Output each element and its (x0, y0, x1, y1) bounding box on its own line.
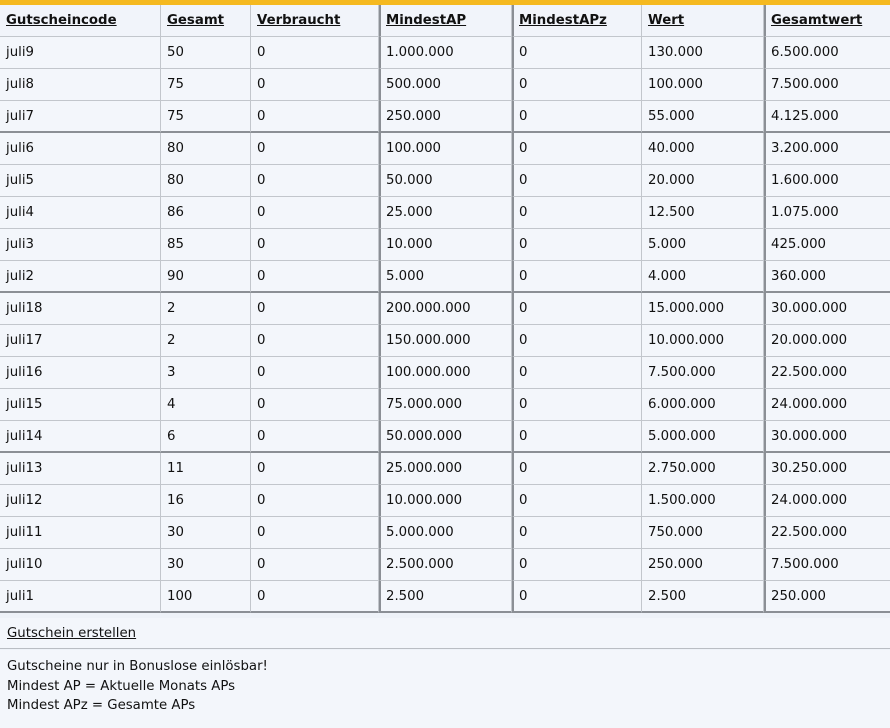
cell-verbraucht: 0 (251, 133, 379, 165)
cell-verbraucht: 0 (251, 581, 379, 613)
cell-mindestap: 200.000.000 (379, 293, 512, 325)
cell-gesamt: 100 (161, 581, 251, 613)
cell-code: juli9 (0, 37, 161, 69)
cell-mindestap: 25.000.000 (379, 453, 512, 485)
cell-mindestap: 10.000 (379, 229, 512, 261)
cell-gesamtwert: 7.500.000 (764, 549, 890, 581)
cell-code: juli6 (0, 133, 161, 165)
cell-mindestapz: 0 (512, 581, 642, 613)
cell-mindestapz: 0 (512, 357, 642, 389)
cell-mindestap: 500.000 (379, 69, 512, 101)
cell-verbraucht: 0 (251, 549, 379, 581)
cell-mindestapz: 0 (512, 69, 642, 101)
cell-gesamtwert: 4.125.000 (764, 101, 890, 133)
cell-gesamt: 75 (161, 69, 251, 101)
cell-gesamt: 3 (161, 357, 251, 389)
cell-mindestapz: 0 (512, 37, 642, 69)
cell-mindestap: 10.000.000 (379, 485, 512, 517)
cell-verbraucht: 0 (251, 197, 379, 229)
cell-wert: 5.000.000 (642, 421, 764, 453)
cell-gesamt: 80 (161, 133, 251, 165)
cell-mindestapz: 0 (512, 389, 642, 421)
cell-mindestap: 50.000.000 (379, 421, 512, 453)
cell-code: juli17 (0, 325, 161, 357)
cell-gesamtwert: 7.500.000 (764, 69, 890, 101)
cell-wert: 7.500.000 (642, 357, 764, 389)
cell-mindestap: 100.000 (379, 133, 512, 165)
cell-mindestap: 100.000.000 (379, 357, 512, 389)
voucher-table (0, 5, 890, 613)
cell-mindestap: 2.500.000 (379, 549, 512, 581)
create-voucher-link[interactable]: Gutschein erstellen (7, 625, 137, 641)
cell-mindestapz: 0 (512, 325, 642, 357)
cell-gesamtwert: 30.000.000 (764, 293, 890, 325)
cell-code: juli5 (0, 165, 161, 197)
cell-gesamtwert: 30.000.000 (764, 421, 890, 453)
column-header-verbraucht[interactable]: Verbraucht (251, 5, 379, 37)
cell-mindestapz: 0 (512, 549, 642, 581)
cell-mindestapz: 0 (512, 197, 642, 229)
cell-gesamt: 80 (161, 165, 251, 197)
cell-wert: 250.000 (642, 549, 764, 581)
cell-wert: 15.000.000 (642, 293, 764, 325)
cell-verbraucht: 0 (251, 357, 379, 389)
cell-verbraucht: 0 (251, 293, 379, 325)
cell-wert: 2.750.000 (642, 453, 764, 485)
cell-code: juli4 (0, 197, 161, 229)
cell-mindestapz: 0 (512, 229, 642, 261)
cell-gesamt: 2 (161, 325, 251, 357)
cell-gesamtwert: 22.500.000 (764, 357, 890, 389)
cell-gesamtwert: 360.000 (764, 261, 890, 293)
column-header-mindestapz[interactable]: MindestAPz (512, 5, 642, 37)
cell-verbraucht: 0 (251, 37, 379, 69)
note-mindest-apz: Mindest APz = Gesamte APs (7, 698, 196, 713)
column-header-gutscheincode[interactable]: Gutscheincode (0, 5, 161, 37)
note-bonuslose: Gutscheine nur in Bonuslose einlösbar! (7, 659, 268, 674)
cell-gesamt: 6 (161, 421, 251, 453)
cell-mindestap: 150.000.000 (379, 325, 512, 357)
cell-gesamtwert: 24.000.000 (764, 389, 890, 421)
column-header-gesamt[interactable]: Gesamt (161, 5, 251, 37)
cell-code: juli14 (0, 421, 161, 453)
cell-mindestapz: 0 (512, 485, 642, 517)
cell-verbraucht: 0 (251, 229, 379, 261)
cell-gesamt: 4 (161, 389, 251, 421)
cell-code: juli12 (0, 485, 161, 517)
cell-wert: 4.000 (642, 261, 764, 293)
column-header-mindestap[interactable]: MindestAP (379, 5, 512, 37)
cell-gesamt: 2 (161, 293, 251, 325)
cell-mindestapz: 0 (512, 453, 642, 485)
cell-mindestapz: 0 (512, 293, 642, 325)
cell-mindestapz: 0 (512, 101, 642, 133)
cell-wert: 100.000 (642, 69, 764, 101)
cell-code: juli2 (0, 261, 161, 293)
create-voucher-row (0, 618, 890, 649)
cell-code: juli15 (0, 389, 161, 421)
cell-mindestapz: 0 (512, 517, 642, 549)
cell-gesamt: 85 (161, 229, 251, 261)
cell-wert: 5.000 (642, 229, 764, 261)
notes-panel (0, 650, 890, 728)
cell-verbraucht: 0 (251, 261, 379, 293)
cell-verbraucht: 0 (251, 69, 379, 101)
cell-gesamt: 86 (161, 197, 251, 229)
cell-gesamtwert: 22.500.000 (764, 517, 890, 549)
cell-gesamtwert: 24.000.000 (764, 485, 890, 517)
cell-gesamtwert: 20.000.000 (764, 325, 890, 357)
cell-mindestapz: 0 (512, 165, 642, 197)
cell-gesamtwert: 425.000 (764, 229, 890, 261)
cell-wert: 6.000.000 (642, 389, 764, 421)
cell-gesamt: 11 (161, 453, 251, 485)
cell-mindestap: 50.000 (379, 165, 512, 197)
cell-mindestap: 2.500 (379, 581, 512, 613)
cell-verbraucht: 0 (251, 325, 379, 357)
cell-code: juli18 (0, 293, 161, 325)
cell-verbraucht: 0 (251, 101, 379, 133)
column-header-wert[interactable]: Wert (642, 5, 764, 37)
cell-gesamt: 16 (161, 485, 251, 517)
cell-code: juli7 (0, 101, 161, 133)
cell-code: juli3 (0, 229, 161, 261)
cell-mindestap: 1.000.000 (379, 37, 512, 69)
cell-code: juli16 (0, 357, 161, 389)
cell-verbraucht: 0 (251, 485, 379, 517)
cell-mindestap: 250.000 (379, 101, 512, 133)
cell-wert: 750.000 (642, 517, 764, 549)
cell-wert: 10.000.000 (642, 325, 764, 357)
cell-mindestapz: 0 (512, 421, 642, 453)
cell-wert: 1.500.000 (642, 485, 764, 517)
cell-verbraucht: 0 (251, 389, 379, 421)
cell-gesamtwert: 1.075.000 (764, 197, 890, 229)
cell-wert: 12.500 (642, 197, 764, 229)
cell-gesamt: 90 (161, 261, 251, 293)
cell-wert: 40.000 (642, 133, 764, 165)
note-mindest-ap: Mindest AP = Aktuelle Monats APs (7, 678, 236, 694)
cell-gesamtwert: 1.600.000 (764, 165, 890, 197)
cell-gesamtwert: 250.000 (764, 581, 890, 613)
cell-code: juli11 (0, 517, 161, 549)
cell-wert: 2.500 (642, 581, 764, 613)
cell-code: juli1 (0, 581, 161, 613)
cell-gesamtwert: 6.500.000 (764, 37, 890, 69)
cell-gesamt: 75 (161, 101, 251, 133)
cell-gesamt: 30 (161, 549, 251, 581)
cell-mindestapz: 0 (512, 261, 642, 293)
cell-mindestapz: 0 (512, 133, 642, 165)
cell-wert: 20.000 (642, 165, 764, 197)
cell-verbraucht: 0 (251, 453, 379, 485)
cell-verbraucht: 0 (251, 421, 379, 453)
cell-gesamtwert: 3.200.000 (764, 133, 890, 165)
cell-mindestap: 75.000.000 (379, 389, 512, 421)
cell-code: juli8 (0, 69, 161, 101)
cell-wert: 130.000 (642, 37, 764, 69)
cell-mindestap: 25.000 (379, 197, 512, 229)
cell-gesamtwert: 30.250.000 (764, 453, 890, 485)
cell-gesamt: 50 (161, 37, 251, 69)
cell-gesamt: 30 (161, 517, 251, 549)
cell-wert: 55.000 (642, 101, 764, 133)
cell-mindestap: 5.000.000 (379, 517, 512, 549)
cell-code: juli10 (0, 549, 161, 581)
column-header-gesamtwert[interactable]: Gesamtwert (764, 5, 890, 37)
cell-verbraucht: 0 (251, 165, 379, 197)
cell-mindestap: 5.000 (379, 261, 512, 293)
cell-verbraucht: 0 (251, 517, 379, 549)
cell-code: juli13 (0, 453, 161, 485)
